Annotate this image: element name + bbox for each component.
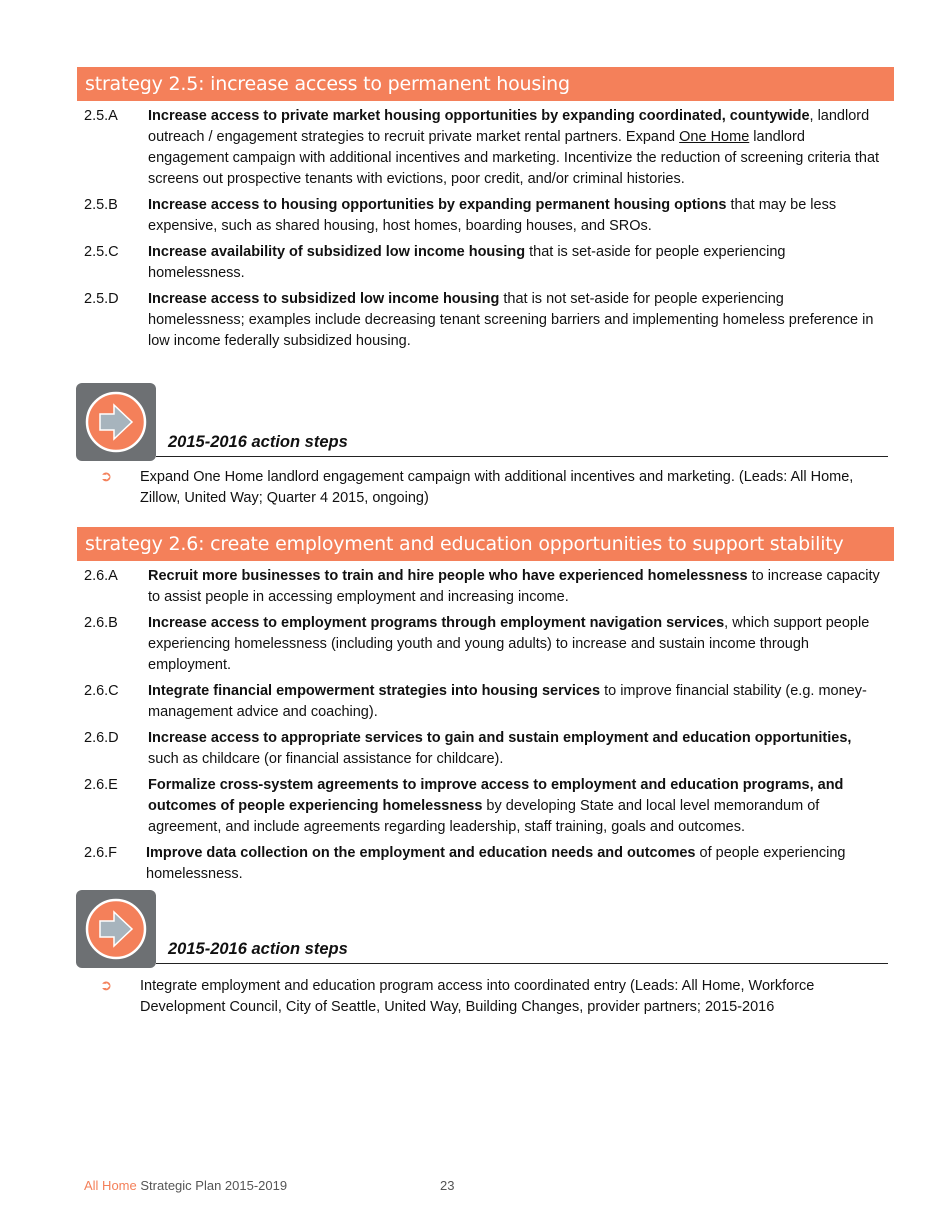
item-text: that is set-aside for people experiencing homelessness. [148,244,786,281]
strategy-2-5-items [84,106,884,357]
action-steps-header-2-6 [76,890,888,970]
item-text: that may be less expensive, such as shared housing, host homes, boarding houses, and SROs. [148,197,837,234]
strategy-2-5-banner: strategy 2.5: increase access to permanent housing [77,67,894,101]
item-2-5-a [84,106,884,190]
arrow-icon [76,890,156,968]
item-2-5-b [84,195,884,237]
item-bold: Increase access to housing opportunities by expanding permanent housing options [148,197,727,213]
item-code: 2.6.B [84,615,118,631]
item-2-5-d [84,289,884,352]
arrow-icon [76,383,156,461]
action-steps-heading: 2015-2016 action steps [168,433,348,451]
one-home-link[interactable]: One Home [679,129,750,145]
item-code: 2.6.E [84,777,118,793]
page-number: 23 [440,1178,455,1193]
item-text: to improve financial stability (e.g. money-management advice and coaching). [148,683,867,720]
item-bold: Formalize cross-system agreements to improve access to employment and education programs, and outcomes of people experiencing homelessness [148,777,844,814]
arrow-bullet-icon: ➲ [100,978,113,994]
item-text: such as childcare (or financial assistance for childcare). [148,751,504,767]
item-text: by developing State and local level memorandum of agreement, and include agreements regarding leadership, staff training, goals and outcomes. [148,798,820,835]
item-text: to increase capacity to assist people in accessing employment and increasing income. [148,568,880,605]
item-2-6-c [84,681,884,723]
item-bold: Increase access to private market housing opportunities by expanding coordinated, countywide [148,108,810,124]
item-2-6-d [84,728,884,770]
item-2-6-f [84,843,884,885]
item-bold: Improve data collection on the employment and education needs and outcomes [146,845,696,861]
item-code: 2.6.F [84,845,118,861]
page-footer [84,1178,455,1193]
item-code: 2.5.D [84,291,119,307]
item-2-6-a [84,566,884,608]
item-bold: Increase access to subsidized low income housing [148,291,500,307]
item-bold: Increase access to appropriate services to gain and sustain employment and education opportunities, [148,730,852,746]
action-steps-heading: 2015-2016 action steps [168,940,348,958]
item-text: that is not set-aside for people experiencing homelessness; examples include decreasing tenant screening barriers and implementing homeless preference in low income federally subsidized housing. [148,291,874,349]
item-text: landlord engagement campaign with additional incentives and marketing. Incentivize the reduction of screening criteria that screens out prospective tenants with evictions, poor credit, and/or criminal histories. [148,129,880,187]
item-2-6-e [84,775,884,838]
action-bullet-2-6 [100,976,890,1018]
item-2-5-c [84,242,884,284]
item-text: , which support people experiencing homelessness (including youth and young adults) to increase and sustain income through employment. [148,615,870,673]
item-code: 2.5.C [84,244,119,260]
action-bullet-2-5 [100,467,890,509]
item-text: of people experiencing homelessness. [146,845,846,882]
item-code: 2.6.A [84,568,118,584]
strategy-2-6-banner: strategy 2.6: create employment and education opportunities to support stability [77,527,894,561]
divider [156,963,888,964]
action-text: Expand One Home landlord engagement campaign with additional incentives and marketing. (Leads: All Home, Zillow, United Way; Quarter 4 2015, ongoing) [140,469,854,506]
item-2-6-b [84,613,884,676]
item-code: 2.5.A [84,108,118,124]
item-bold: Increase availability of subsidized low income housing [148,244,526,260]
item-text: , landlord outreach / engagement strategies to recruit private market rental partners. Expand [148,108,870,145]
item-code: 2.6.C [84,683,119,699]
action-text: Integrate employment and education program access into coordinated entry (Leads: All Home, Workforce Development Council, City of Seattle, United Way, Building Changes, provider partners; 2015-2016 [140,978,815,1015]
footer-title: Strategic Plan 2015-2019 [136,1178,288,1193]
item-code: 2.5.B [84,197,118,213]
strategy-2-6-items [84,566,884,890]
arrow-bullet-icon: ➲ [100,469,113,485]
item-bold: Recruit more businesses to train and hire people who have experienced homelessness [148,568,748,584]
item-bold: Integrate financial empowerment strategies into housing services [148,683,601,699]
divider [156,456,888,457]
action-steps-header-2-5 [76,383,888,463]
item-bold: Increase access to employment programs through employment navigation services [148,615,725,631]
item-code: 2.6.D [84,730,119,746]
footer-brand: All Home [84,1178,137,1193]
